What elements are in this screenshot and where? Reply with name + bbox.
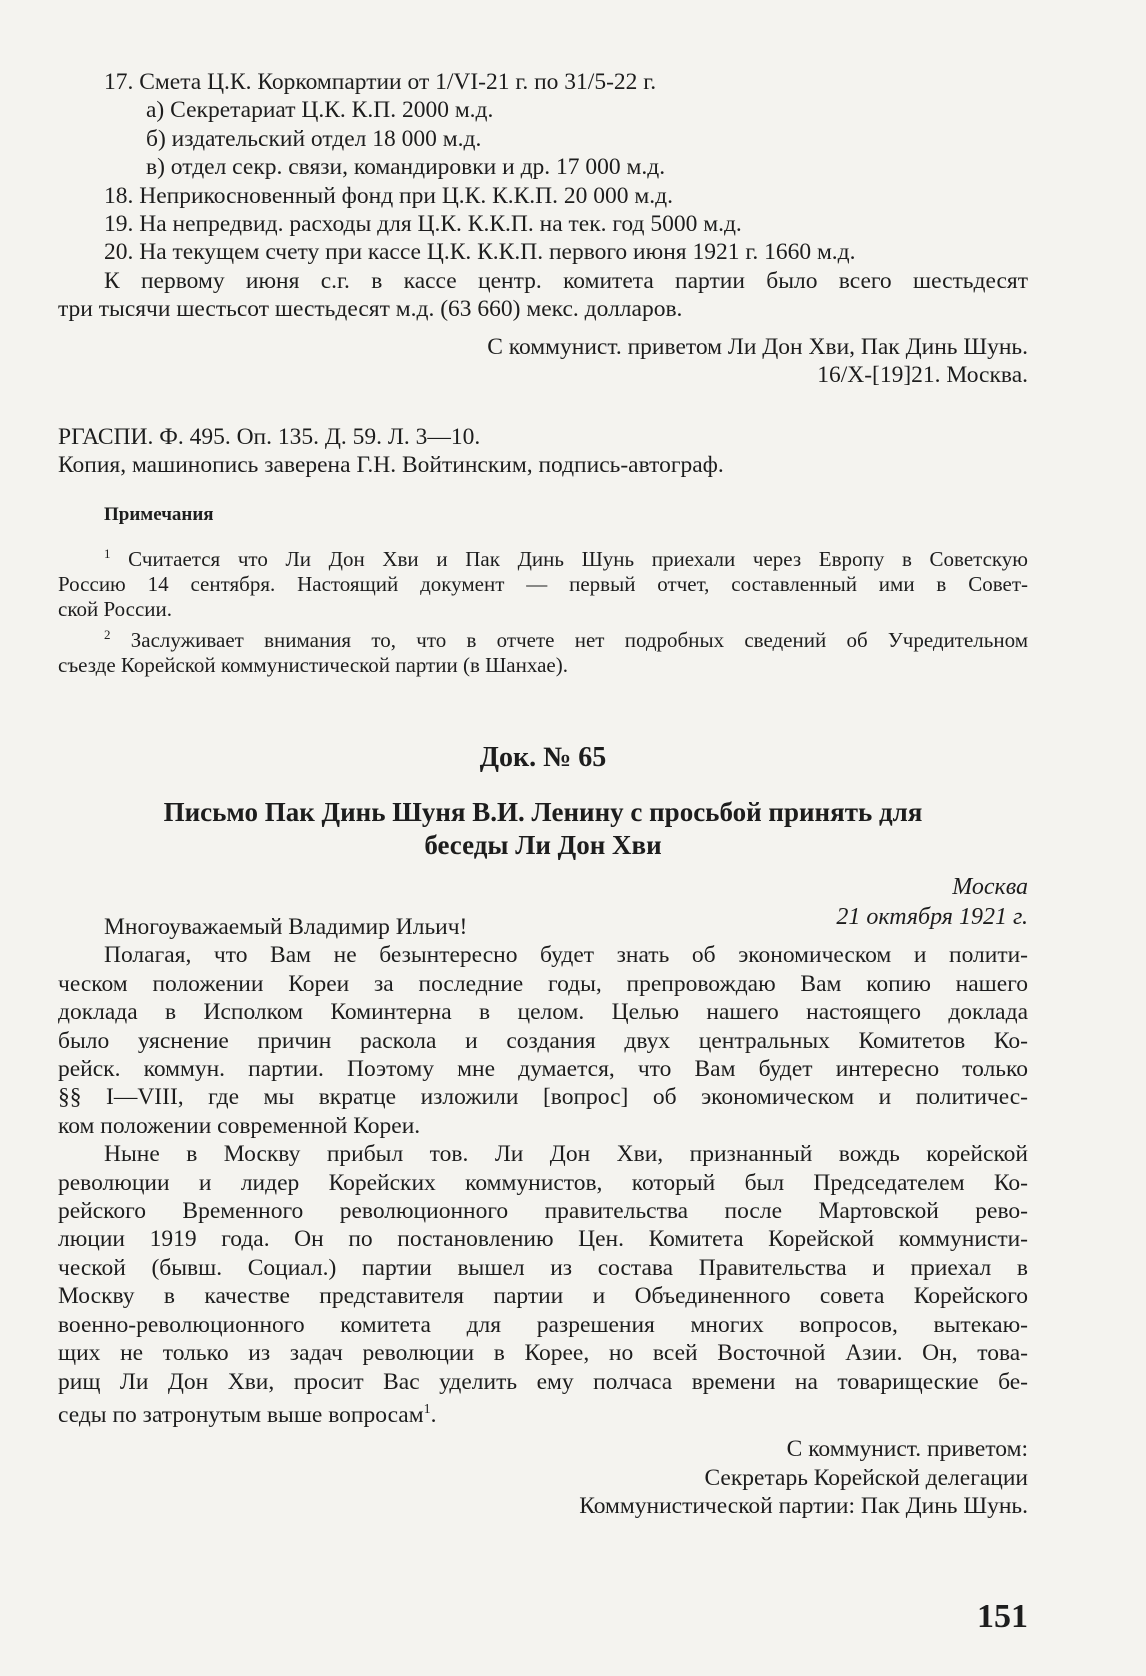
budget-date: 16/X-[19]21. Москва. xyxy=(817,362,1028,389)
document-date: 21 октября 1921 г. xyxy=(836,904,1028,930)
footnote-mark: 1 xyxy=(423,1401,431,1417)
closing-greeting: С коммунист. приветом: xyxy=(786,1436,1028,1463)
notes-heading: Примечания xyxy=(104,504,214,525)
closing-role: Секретарь Корейской делегации xyxy=(704,1464,1028,1491)
budget-line: 19. На непредвид. расходы для Ц.К. К.К.П. на тек. год 5000 м.д. xyxy=(104,211,742,238)
budget-line: 17. Смета Ц.К. Коркомпартии от 1/VI-21 г. по 31/5-22 г. xyxy=(104,69,657,95)
paragraph-1: Полагая, что Вам не безынтересно будет знать об экономическом и полити- ческом положении Кореи за последние годы, препровождаю Вам копию нашего доклада в Исполком Коминтерна в целом. Целью нашего настоящего доклада было уяснение причин раскола и создания двух центральных Комитетов Ко- рейск. коммун. партии. Поэтому мне думается, что Вам будет интересно только §§ I—VIII, где мы вкратце изложили [вопрос] об экономическом и политичес- ком положении современной Кореи. xyxy=(58,942,1028,1139)
document-number: Док. № 65 xyxy=(479,742,607,773)
budget-line: а) Секретариат Ц.К. К.П. 2000 м.д. xyxy=(146,97,494,124)
note-1: $^1$ Считается что Ли Дон Хви и Пак Динь Шунь приехали через Европу в Советскую Россию 14 сентября. Настоящий документ — первый отчет, составленный ими в Совет- ской России. xyxy=(58,546,1028,621)
budget-line: в) отдел секр. связи, командировки и др. 17 000 м.д. xyxy=(146,154,666,181)
budget-line: 18. Неприкосновенный фонд при Ц.К. К.К.П. 20 000 м.д. xyxy=(104,182,673,209)
note-2: $^2$ Заслуживает внимания то, что в отчете нет подробных сведений об Учредительном съезде Корейской коммунистической партии (в Шанхае). xyxy=(58,627,1028,677)
closing-signature: Коммунистической партии: Пак Динь Шунь. xyxy=(579,1492,1028,1519)
budget-section xyxy=(58,68,1028,389)
letter-body xyxy=(58,913,1028,1520)
salutation: Многоуважаемый Владимир Ильич! xyxy=(104,914,468,940)
footnote-mark: 1 xyxy=(104,546,111,561)
budget-line: 20. На текущем счету при кассе Ц.К. К.К.П. первого июня 1921 г. 1660 м.д. xyxy=(104,239,856,266)
document-header xyxy=(58,742,1028,932)
budget-line: б) издательский отдел 18 000 м.д. xyxy=(146,125,482,152)
footnote-mark: 2 xyxy=(104,627,111,642)
page-number: 151 xyxy=(977,1598,1028,1635)
document-place: Москва xyxy=(952,874,1028,900)
budget-total-line: К первому июня с.г. в кассе центр. комитета партии было всего шестьдесят xyxy=(104,267,1028,294)
archive-ref: РГАСПИ. Ф. 495. Оп. 135. Д. 59. Л. 3—10. xyxy=(58,424,481,450)
budget-signature: С коммунист. приветом Ли Дон Хви, Пак Динь Шунь. xyxy=(487,333,1028,360)
document-title: Письмо Пак Динь Шуня В.И. Ленину с просьбой принять для беседы Ли Дон Хви xyxy=(163,797,923,860)
budget-total-line: три тысячи шестьсот шестьдесят м.д. (63 660) мекс. долларов. xyxy=(58,296,683,323)
archive-reference xyxy=(58,423,1028,480)
paragraph-2: Ныне в Москву прибыл тов. Ли Дон Хви, признанный вождь корейской революции и лидер Корейских коммунистов, который был Председателем Ко- рейского Временного революционного правительства после Мартовской рево- люции 1919 года. Он по постановлению Цен. Комитета Корейской коммунисти- ческой (бывш. Социал.) партии вышел из состава Правительства и приехал в Москву в качестве представителя партии и Объединенного совета Корейского военно-революционного комитета для разрешения многих вопросов, вытекаю- щих не только из задач революции в Корее, но всей Восточной Азии. Он, това- рищ Ли Дон Хви, просит Вас уделить ему полчаса времени на товарищеские бе- седы по затронутым выше вопросам$^1$. xyxy=(58,1141,1028,1428)
archive-copy: Копия, машинопись заверена Г.Н. Войтинским, подпись-автограф. xyxy=(58,452,724,479)
notes-section xyxy=(58,504,1028,678)
